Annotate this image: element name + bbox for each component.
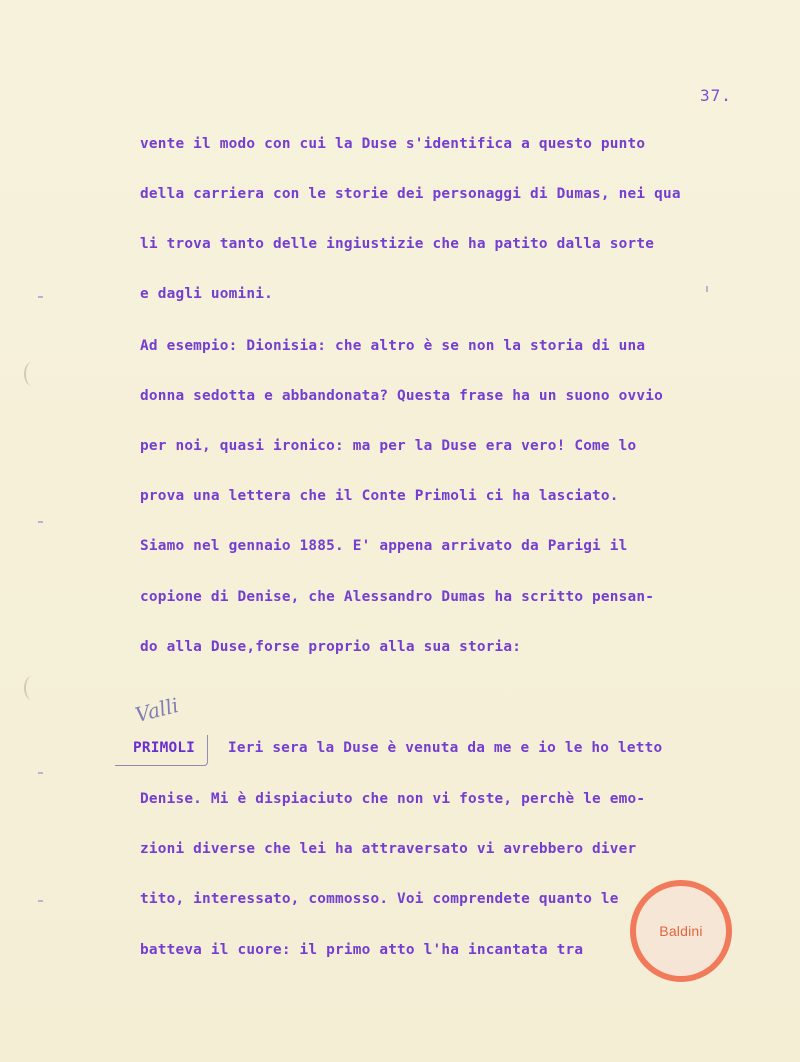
margin-mark [38,296,43,298]
margin-mark [38,772,43,774]
punch-hole [24,362,40,386]
text-line: tito, interessato, commosso. Voi comprendete quanto le [140,891,619,907]
text-line: per noi, quasi ironico: ma per la Duse era vero! Come lo [140,438,637,454]
text-line: della carriera con le storie dei personaggi di Dumas, nei qua [140,186,681,202]
library-stamp [630,880,732,982]
text-line: Ad esempio: Dionisia: che altro è se non la storia di una [140,338,646,354]
text-line: li trova tanto delle ingiustizie che ha patito dalla sorte [140,236,655,252]
text-line: prova una lettera che il Conte Primoli ci ha lasciato. [140,488,619,504]
text-line: vente il modo con cui la Duse s'identifica a questo punto [140,136,646,152]
text-line: zioni diverse che lei ha attraversato vi avrebbero diver [140,841,637,857]
margin-mark [706,286,708,292]
text-line: Siamo nel gennaio 1885. E' appena arrivato da Parigi il [140,538,628,554]
text-line: copione di Denise, che Alessandro Dumas ha scritto pensan- [140,589,655,605]
speaker-label: PRIMOLI [133,740,196,756]
page-number: 37. [700,86,732,105]
text-line: Ieri sera la Duse è venuta da me e io le ho letto [228,740,663,756]
text-line: Denise. Mi è dispiaciuto che non vi foste, perchè le emo- [140,791,646,807]
text-line: e dagli uomini. [140,286,273,302]
handwritten-note: Valli [132,693,181,727]
margin-mark [38,900,43,902]
text-line: batteva il cuore: il primo atto l'ha incantata tra [140,942,584,958]
stamp-text: Baldini [659,923,703,939]
punch-hole [24,676,40,700]
text-line: donna sedotta e abbandonata? Questa frase ha un suono ovvio [140,388,663,404]
text-line: do alla Duse,forse proprio alla sua storia: [140,639,522,655]
margin-mark [38,521,43,523]
